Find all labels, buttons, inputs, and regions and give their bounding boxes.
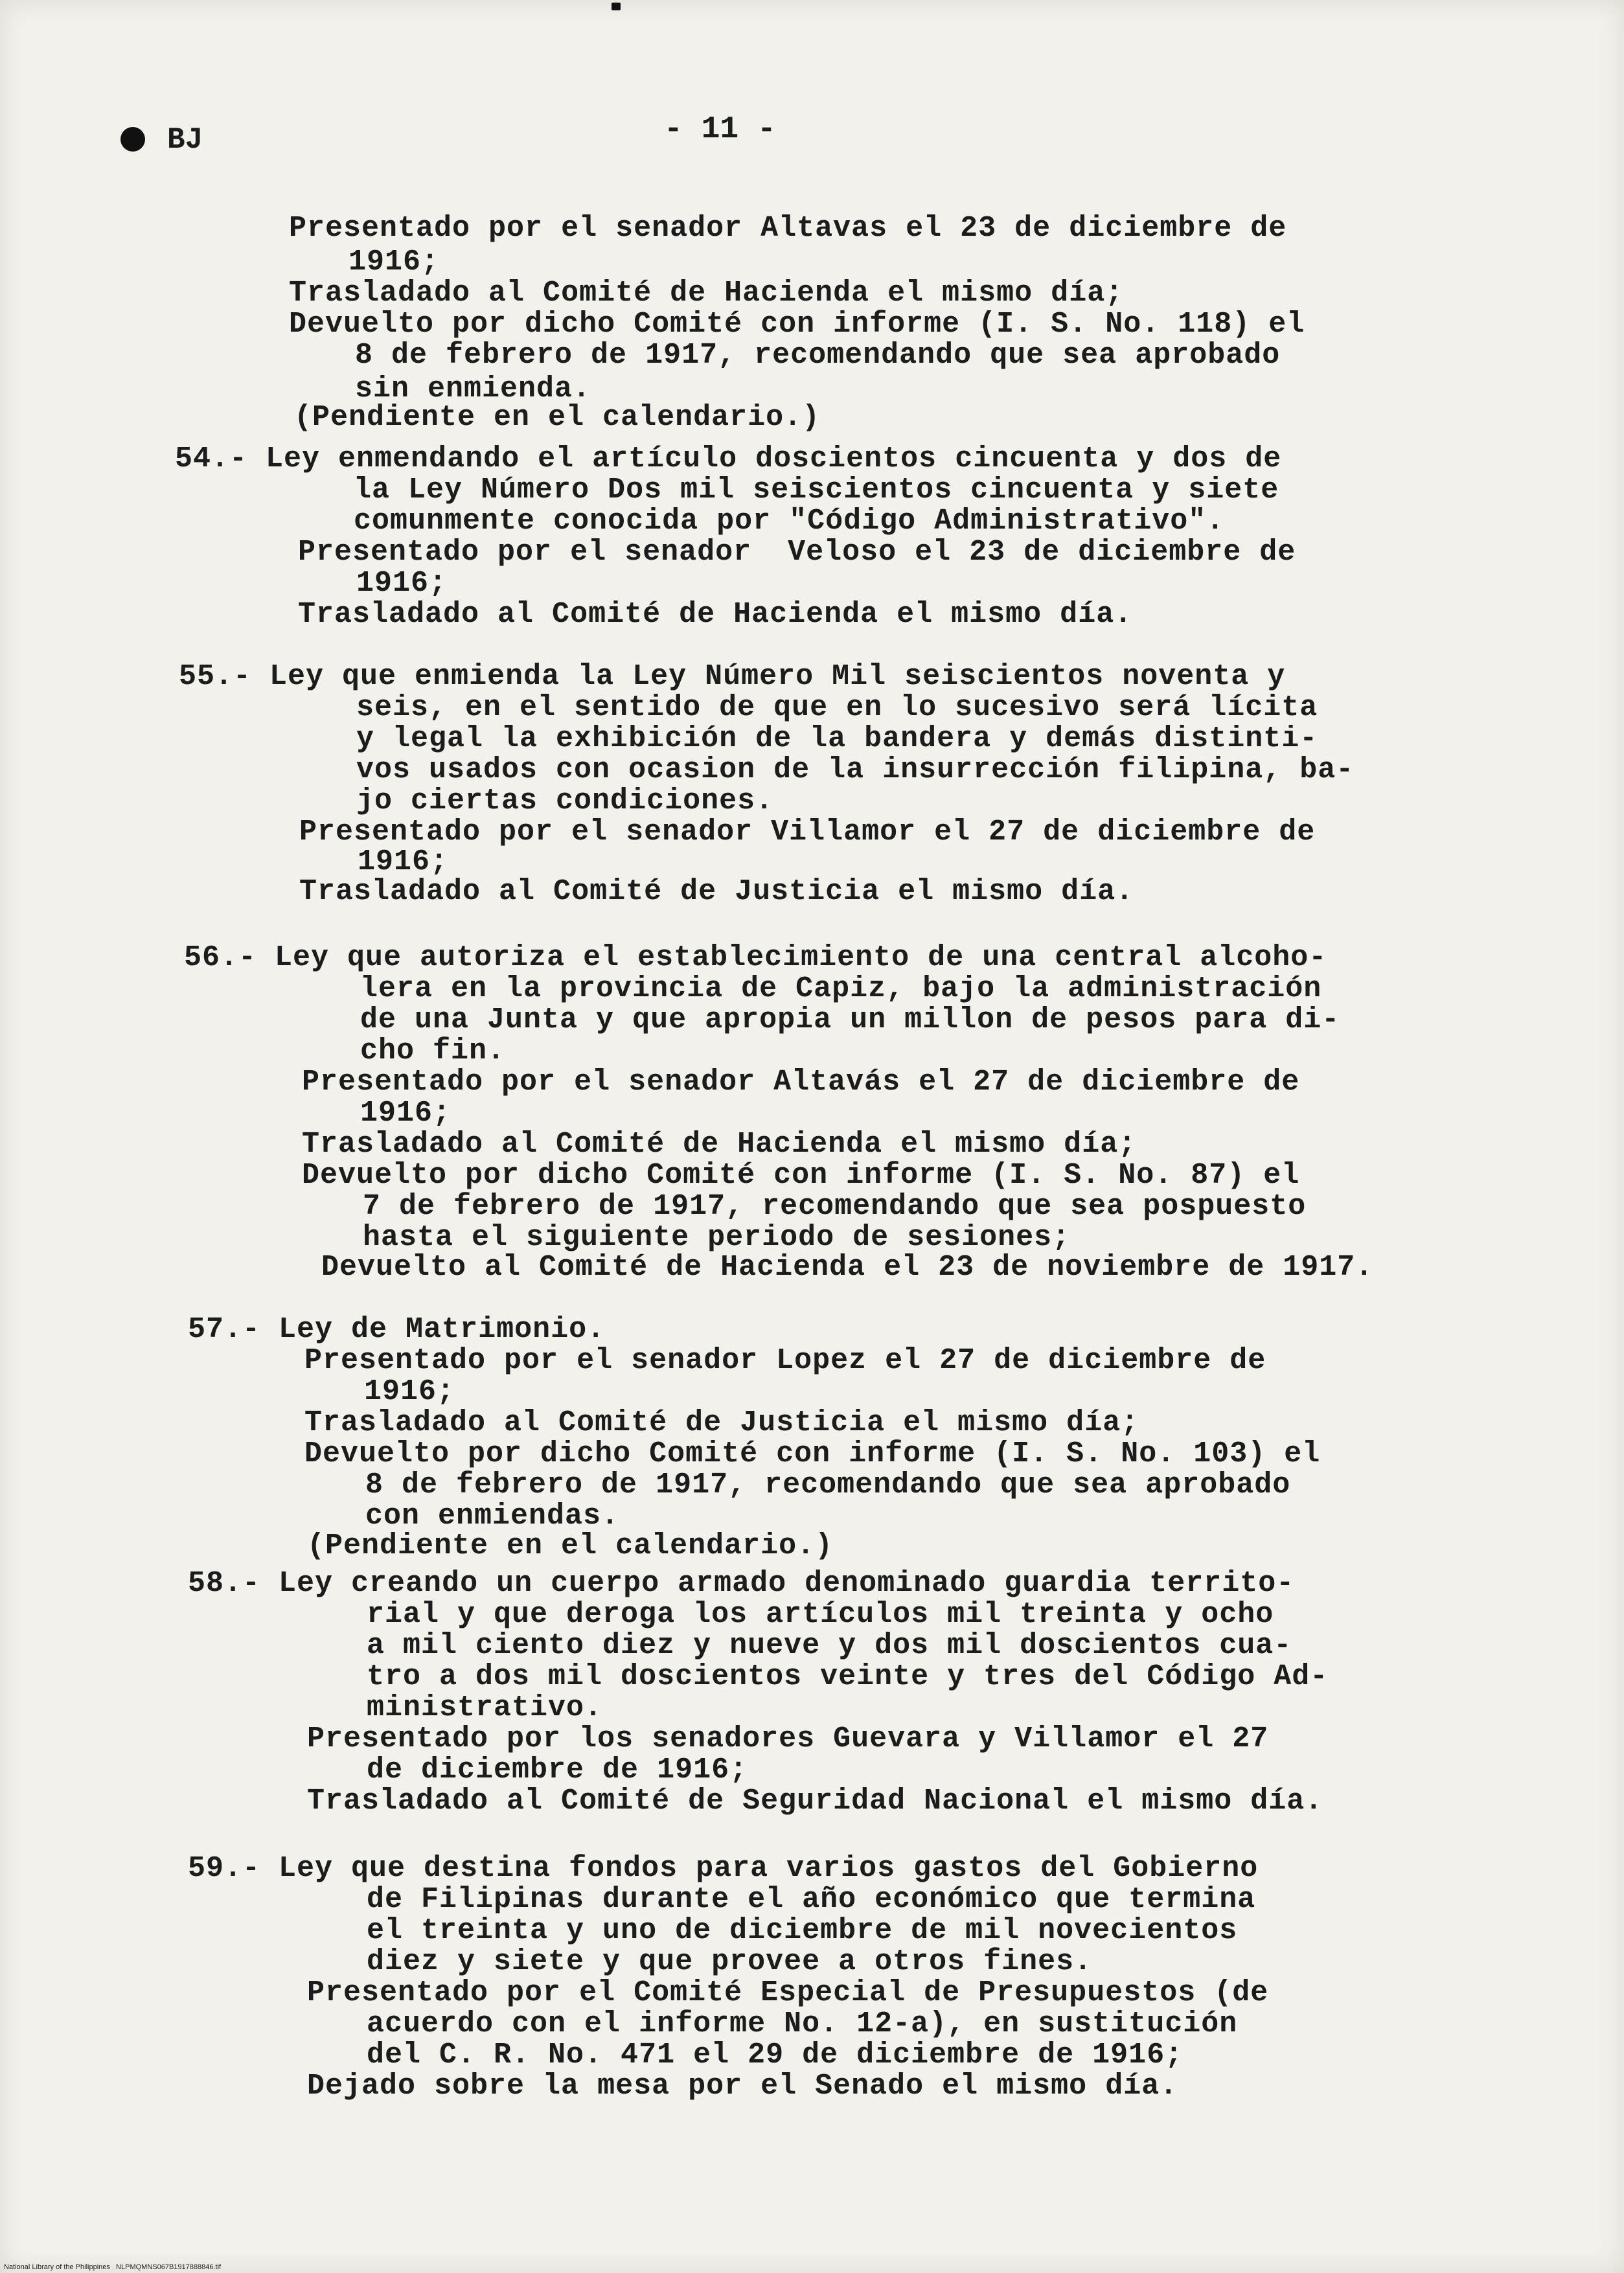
text-line: hasta el siguiente periodo de sesiones; [363, 1221, 1071, 1254]
text-line: 1916; [358, 845, 449, 878]
text-line: Trasladado al Comité de Hacienda el mismo día. [298, 598, 1133, 631]
text-line: 7 de febrero de 1917, recomendando que sea pospuesto [363, 1190, 1307, 1223]
text-line: la Ley Número Dos mil seiscientos cincuenta y siete [354, 474, 1279, 507]
text-line: Presentado por el senador Lopez el 27 de diciembre de [304, 1344, 1266, 1377]
text-line: de Filipinas durante el año económico que termina [367, 1883, 1256, 1916]
text-line: 1916; [349, 246, 440, 279]
text-line: con enmiendas. [365, 1500, 620, 1533]
text-line: del C. R. No. 471 el 29 de diciembre de 1916; [367, 2039, 1184, 2072]
page-number: - 11 - [664, 112, 776, 147]
text-line: vos usados con ocasion de la insurrección filipina, ba- [356, 753, 1355, 786]
text-line: Trasladado al Comité de Hacienda el mismo día; [302, 1128, 1137, 1161]
bill-entry-56: 56.- Ley que autoriza el establecimiento de una central alcoho- [184, 941, 1327, 974]
text-line: Trasladado al Comité de Hacienda el mismo día; [289, 277, 1124, 310]
bill-entry-54: 54.- Ley enmendando el artículo doscientos cincuenta y dos de [175, 442, 1282, 475]
text-line: tro a dos mil doscientos veinte y tres del Código Ad- [367, 1660, 1329, 1693]
text-line: sin enmienda. [355, 372, 591, 405]
text-line: Presentado por el senador Veloso el 23 de diciembre de [298, 536, 1296, 569]
text-line: 8 de febrero de 1917, recomendando que sea aprobado [355, 339, 1281, 372]
text-line: acuerdo con el informe No. 12-a), en sustitución [367, 2007, 1238, 2040]
text-line: comunmente conocida por "Código Administrativo". [354, 505, 1225, 538]
text-line: ministrativo. [367, 1691, 603, 1724]
text-line: Presentado por el senador Altavás el 27 de diciembre de [302, 1066, 1300, 1099]
text-line: 1916; [356, 567, 448, 600]
text-line: Presentado por el Comité Especial de Presupuestos (de [307, 1976, 1269, 2009]
text-line: y legal la exhibición de la bandera y demás distinti- [356, 722, 1318, 755]
header-code: BJ [167, 123, 203, 157]
scan-footer: National Library of the Philippines NLPMQMNS067B1917888846.tif [4, 2263, 222, 2271]
text-line: Trasladado al Comité de Justicia el mismo día; [304, 1406, 1139, 1439]
bill-entry-57: 57.- Ley de Matrimonio. [188, 1313, 606, 1346]
text-line: 8 de febrero de 1917, recomendando que sea aprobado [365, 1468, 1291, 1502]
text-line: Devuelto al Comité de Hacienda el 23 de noviembre de 1917. [321, 1251, 1374, 1284]
text-line: 1916; [360, 1097, 452, 1130]
text-line: 1916; [364, 1375, 455, 1408]
text-line: de una Junta y que apropia un millon de pesos para di- [360, 1003, 1340, 1036]
text-line: lera en la provincia de Capiz, bajo la administración [360, 972, 1322, 1005]
text-line: a mil ciento diez y nueve y dos mil doscientos cua- [367, 1629, 1292, 1662]
text-line: seis, en el sentido de que en lo sucesivo será lícita [356, 691, 1318, 724]
text-line: el treinta y uno de diciembre de mil novecientos [367, 1914, 1238, 1947]
text-line: Presentado por los senadores Guevara y Villamor el 27 [307, 1722, 1269, 1755]
text-line: Devuelto por dicho Comité con informe (I. S. No. 87) el [302, 1159, 1300, 1192]
text-line: jo ciertas condiciones. [356, 784, 774, 817]
text-line: Trasladado al Comité de Seguridad Nacional el mismo día. [307, 1785, 1323, 1818]
text-line: Presentado por el senador Villamor el 27 de diciembre de [299, 816, 1316, 849]
text-line: Devuelto por dicho Comité con informe (I. S. No. 103) el [304, 1437, 1321, 1470]
text-line: Dejado sobre la mesa por el Senado el mismo día. [307, 2070, 1178, 2103]
text-line: Trasladado al Comité de Justicia el mismo día. [299, 875, 1134, 908]
text-line: (Pendiente en el calendario.) [294, 401, 821, 434]
text-line: rial y que deroga los artículos mil treinta y ocho [367, 1598, 1274, 1631]
bill-entry-55: 55.- Ley que enmienda la Ley Número Mil seiscientos noventa y [179, 660, 1286, 693]
bill-entry-59: 59.- Ley que destina fondos para varios gastos del Gobierno [188, 1852, 1259, 1885]
text-line: Devuelto por dicho Comité con informe (I. S. No. 118) el [289, 308, 1305, 341]
bill-entry-58: 58.- Ley creando un cuerpo armado denominado guardia territo- [188, 1567, 1295, 1600]
text-line: de diciembre de 1916; [367, 1753, 748, 1787]
text-line: cho fin. [360, 1034, 506, 1068]
text-line: (Pendiente en el calendario.) [307, 1529, 834, 1562]
text-line: Presentado por el senador Altavas el 23 de diciembre de [289, 212, 1287, 245]
text-line: diez y siete y que provee a otros fines. [367, 1945, 1093, 1978]
